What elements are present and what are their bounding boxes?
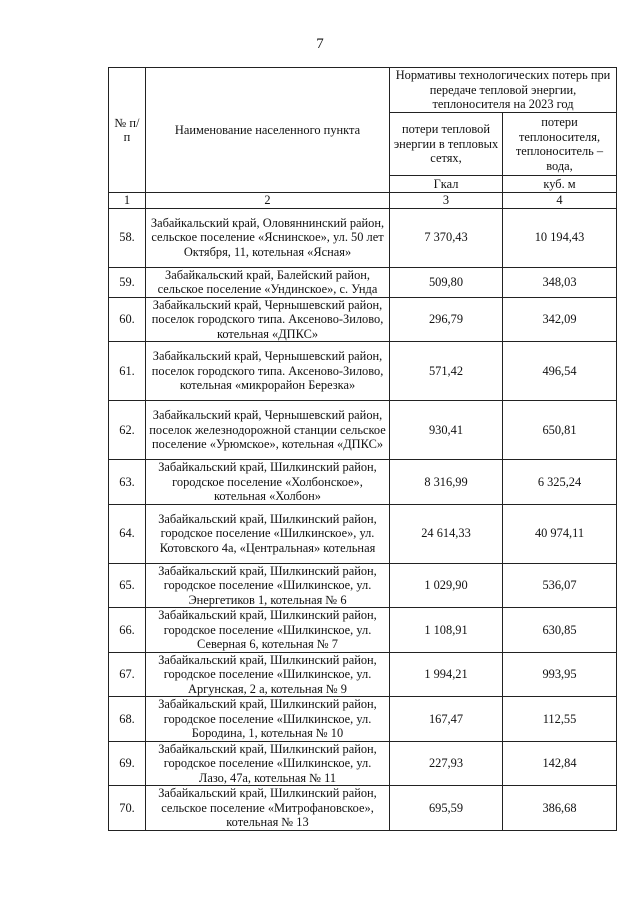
unit-heat: Гкал xyxy=(390,176,503,193)
settlement-name: Забайкальский край, Шилкинский район, городское поселение «Шилкинское, ул. Энергетиков 1, котельная № 6 xyxy=(146,563,390,608)
coolant-loss-value: 496,54 xyxy=(503,342,617,401)
settlement-name: Забайкальский край, Чернышевский район, поселок городского типа. Аксеново-Зилово, котельная «ДПКС» xyxy=(146,297,390,342)
column-number: 3 xyxy=(390,193,503,209)
heat-loss-value: 1 108,91 xyxy=(390,608,503,653)
heat-loss-value: 167,47 xyxy=(390,697,503,742)
settlement-name: Забайкальский край, Шилкинский район, городское поселение «Шилкинское, ул. Аргунская, 2 а, котельная № 9 xyxy=(146,652,390,697)
norms-table xyxy=(108,67,617,831)
table-row xyxy=(109,563,617,608)
settlement-name: Забайкальский край, Балейский район, сельское поселение «Ундинское», с. Унда xyxy=(146,267,390,297)
row-number: 69. xyxy=(109,741,146,786)
row-number: 70. xyxy=(109,786,146,831)
settlement-name: Забайкальский край, Шилкинский район, сельское поселение «Митрофановское», котельная № 13 xyxy=(146,786,390,831)
coolant-loss-value: 342,09 xyxy=(503,297,617,342)
row-number: 58. xyxy=(109,208,146,267)
settlement-name: Забайкальский край, Шилкинский район, городское поселение «Холбонское», котельная «Холбон» xyxy=(146,460,390,505)
page-number: 7 xyxy=(316,36,324,52)
column-number: 2 xyxy=(146,193,390,209)
coolant-loss-value: 348,03 xyxy=(503,267,617,297)
coolant-loss-value: 40 974,11 xyxy=(503,504,617,563)
heat-loss-value: 695,59 xyxy=(390,786,503,831)
table-row xyxy=(109,786,617,831)
coolant-loss-value: 112,55 xyxy=(503,697,617,742)
heat-loss-value: 8 316,99 xyxy=(390,460,503,505)
coolant-loss-value: 630,85 xyxy=(503,608,617,653)
row-number: 67. xyxy=(109,652,146,697)
table-row xyxy=(109,208,617,267)
unit-coolant: куб. м xyxy=(503,176,617,193)
table-row xyxy=(109,297,617,342)
heat-loss-value: 1 029,90 xyxy=(390,563,503,608)
row-number: 66. xyxy=(109,608,146,653)
table-row xyxy=(109,342,617,401)
header-col-coolant: потери теплоносителя, теплоноситель – вода, xyxy=(503,113,617,176)
coolant-loss-value: 650,81 xyxy=(503,401,617,460)
row-number: 62. xyxy=(109,401,146,460)
column-numbers-row xyxy=(109,193,617,209)
table-row xyxy=(109,741,617,786)
coolant-loss-value: 536,07 xyxy=(503,563,617,608)
settlement-name: Забайкальский край, Чернышевский район, поселок городского типа. Аксеново-Зилово, котельная «микрорайон Березка» xyxy=(146,342,390,401)
settlement-name: Забайкальский край, Шилкинский район, городское поселение «Шилкинское, ул. Северная 6, котельная № 7 xyxy=(146,608,390,653)
header-row-group xyxy=(109,68,617,113)
row-number: 60. xyxy=(109,297,146,342)
header-col-heat: потери тепловой энергии в тепловых сетях, xyxy=(390,113,503,176)
settlement-name: Забайкальский край, Шилкинский район, городское поселение «Шилкинское», ул. Котовского 4а, «Центральная» котельная xyxy=(146,504,390,563)
row-number: 59. xyxy=(109,267,146,297)
table-row xyxy=(109,504,617,563)
heat-loss-value: 571,42 xyxy=(390,342,503,401)
coolant-loss-value: 386,68 xyxy=(503,786,617,831)
heat-loss-value: 509,80 xyxy=(390,267,503,297)
coolant-loss-value: 142,84 xyxy=(503,741,617,786)
table-row xyxy=(109,608,617,653)
heat-loss-value: 24 614,33 xyxy=(390,504,503,563)
heat-loss-value: 227,93 xyxy=(390,741,503,786)
heat-loss-value: 7 370,43 xyxy=(390,208,503,267)
settlement-name: Забайкальский край, Чернышевский район, поселок железнодорожной станции сельское поселение «Урюмское», котельная «ДПКС» xyxy=(146,401,390,460)
table-row xyxy=(109,652,617,697)
table-row xyxy=(109,460,617,505)
header-group-title: Нормативы технологических потерь при передаче тепловой энергии, теплоносителя на 2023 год xyxy=(390,68,617,113)
table-row xyxy=(109,267,617,297)
column-number: 4 xyxy=(503,193,617,209)
settlement-name: Забайкальский край, Оловяннинский район, сельское поселение «Яснинское», ул. 50 лет Октября, 11, котельная «Ясная» xyxy=(146,208,390,267)
coolant-loss-value: 10 194,43 xyxy=(503,208,617,267)
table-row xyxy=(109,697,617,742)
heat-loss-value: 296,79 xyxy=(390,297,503,342)
table-row xyxy=(109,401,617,460)
row-number: 68. xyxy=(109,697,146,742)
row-number: 65. xyxy=(109,563,146,608)
column-number: 1 xyxy=(109,193,146,209)
row-number: 63. xyxy=(109,460,146,505)
heat-loss-value: 1 994,21 xyxy=(390,652,503,697)
header-col-name: Наименование населенного пункта xyxy=(146,68,390,193)
header-col-num: № п/п xyxy=(109,68,146,193)
coolant-loss-value: 993,95 xyxy=(503,652,617,697)
settlement-name: Забайкальский край, Шилкинский район, городское поселение «Шилкинское, ул. Лазо, 47а, котельная № 11 xyxy=(146,741,390,786)
coolant-loss-value: 6 325,24 xyxy=(503,460,617,505)
row-number: 61. xyxy=(109,342,146,401)
heat-loss-value: 930,41 xyxy=(390,401,503,460)
settlement-name: Забайкальский край, Шилкинский район, городское поселение «Шилкинское, ул. Бородина, 1, котельная № 10 xyxy=(146,697,390,742)
row-number: 64. xyxy=(109,504,146,563)
